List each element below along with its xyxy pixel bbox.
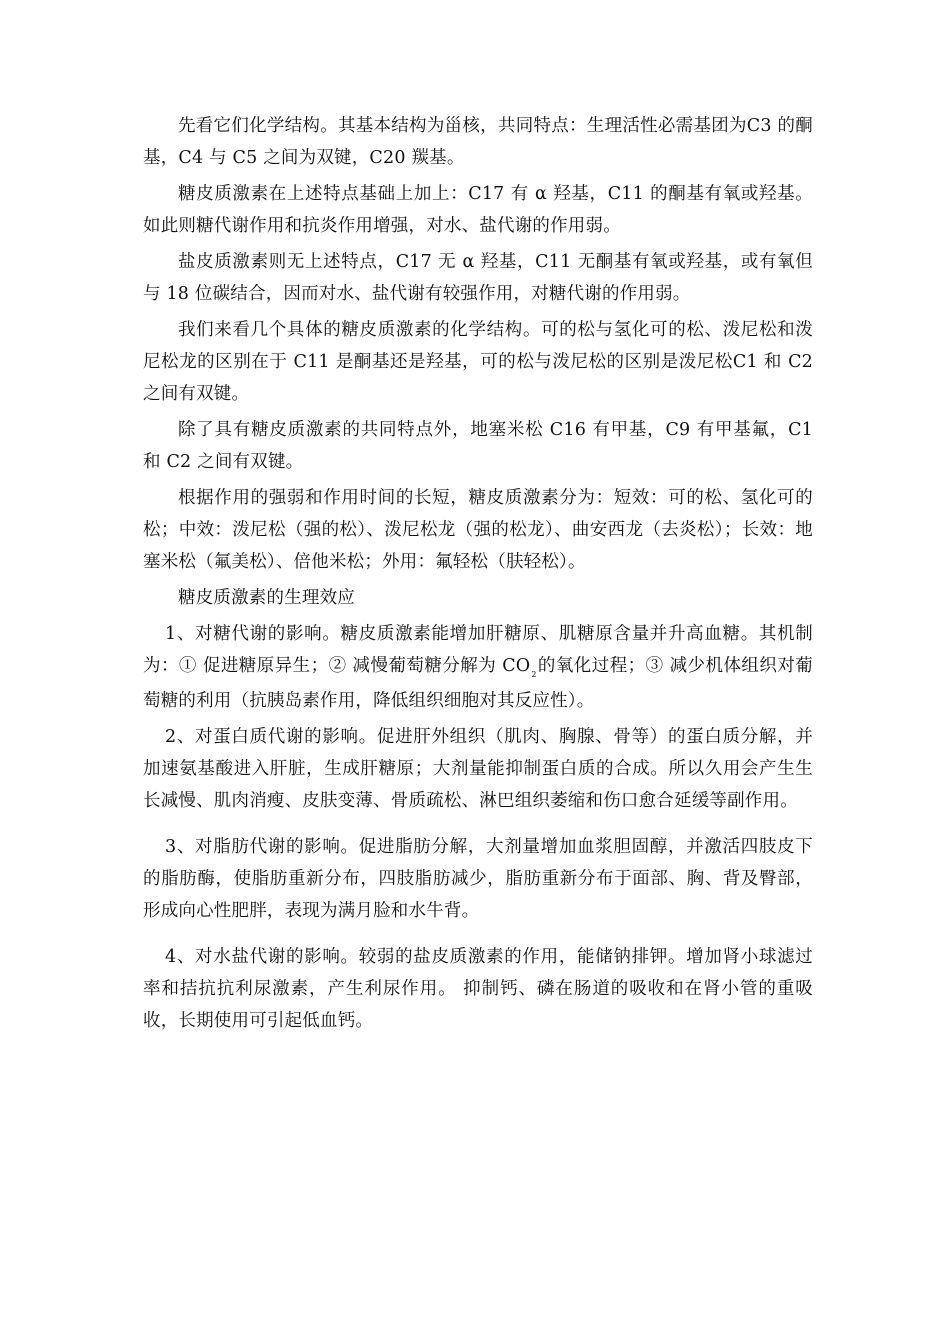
paragraph-specific-structures: 我们来看几个具体的糖皮质激素的化学结构。可的松与氢化可的松、泼尼松和泼尼松龙的区别在于 C11 是酮基还是羟基，可的松与泼尼松的区别是泼尼松C1 和 C2 之间有双键。 [143,320,813,404]
paragraph-sugar-metabolism [143,618,813,717]
paragraph-glucocorticoid-features: 糖皮质激素在上述特点基础上加上：C17 有 α 羟基，C11 的酮基有氧或羟基。如此则糖代谢作用和抗炎作用增强，对水、盐代谢的作用弱。 [143,184,813,236]
paragraph-water-salt-metabolism: 4、对水盐代谢的影响。较弱的盐皮质激素的作用，能储钠排钾。增加肾小球滤过率和拮抗抗利尿激素，产生利尿作用。 抑制钙、磷在肠道的吸收和在肾小管的重吸收，长期使用可引起低血钙。 [143,947,813,1031]
section-heading-physiological-effects: 糖皮质激素的生理效应 [178,588,355,608]
paragraph-steroid-structure: 先看它们化学结构。其基本结构为甾核，共同特点：生理活性必需基团为C3 的酮基，C4 与 C5 之间为双键，C20 羰基。 [143,116,813,168]
paragraph-protein-metabolism: 2、对蛋白质代谢的影响。促进肝外组织（肌肉、胸腺、骨等）的蛋白质分解，并加速氨基酸进入肝脏，生成肝糖原；大剂量能抑制蛋白质的合成。所以久用会产生生长减慢、肌肉消瘦、皮肤变薄、骨质疏松、淋巴组织萎缩和伤口愈合延缓等副作用。 [143,727,813,811]
paragraph-classification: 根据作用的强弱和作用时间的长短，糖皮质激素分为：短效：可的松、氢化可的松；中效：泼尼松（强的松）、泼尼松龙（强的松龙）、曲安西龙（去炎松）；长效：地塞米松（氟美松）、倍他米松；外用：氟轻松（肤轻松）。 [143,488,813,572]
document-body [143,110,813,1041]
paragraph-sugar-metabolism-part2: 的氧化过程；③ 减少机体组织对葡萄糖的利用（抗胰岛素作用，降低组织细胞对其反应性）。 [143,656,813,711]
co2-subscript: 2 [531,670,537,679]
paragraph-mineralocorticoid-features: 盐皮质激素则无上述特点，C17 无 α 羟基，C11 无酮基有氧或羟基，或有氧但与 18 位碳结合，因而对水、盐代谢有较强作用，对糖代谢的作用弱。 [143,252,813,304]
paragraph-sugar-metabolism-part1: 1、对糖代谢的影响。糖皮质激素能增加肝糖原、肌糖原含量并升高血糖。其机制为：① 促进糖原异生；② 减慢葡萄糖分解为 CO [143,624,813,676]
paragraph-fat-metabolism: 3、对脂肪代谢的影响。促进脂肪分解，大剂量增加血浆胆固醇，并激活四肢皮下的脂肪酶，使脂肪重新分布，四肢脂肪减少，脂肪重新分布于面部、胸、背及臀部，形成向心性肥胖，表现为满月脸和水牛背。 [143,837,813,921]
paragraph-dexamethasone: 除了具有糖皮质激素的共同特点外，地塞米松 C16 有甲基，C9 有甲基氟，C1 和 C2 之间有双键。 [143,420,813,472]
